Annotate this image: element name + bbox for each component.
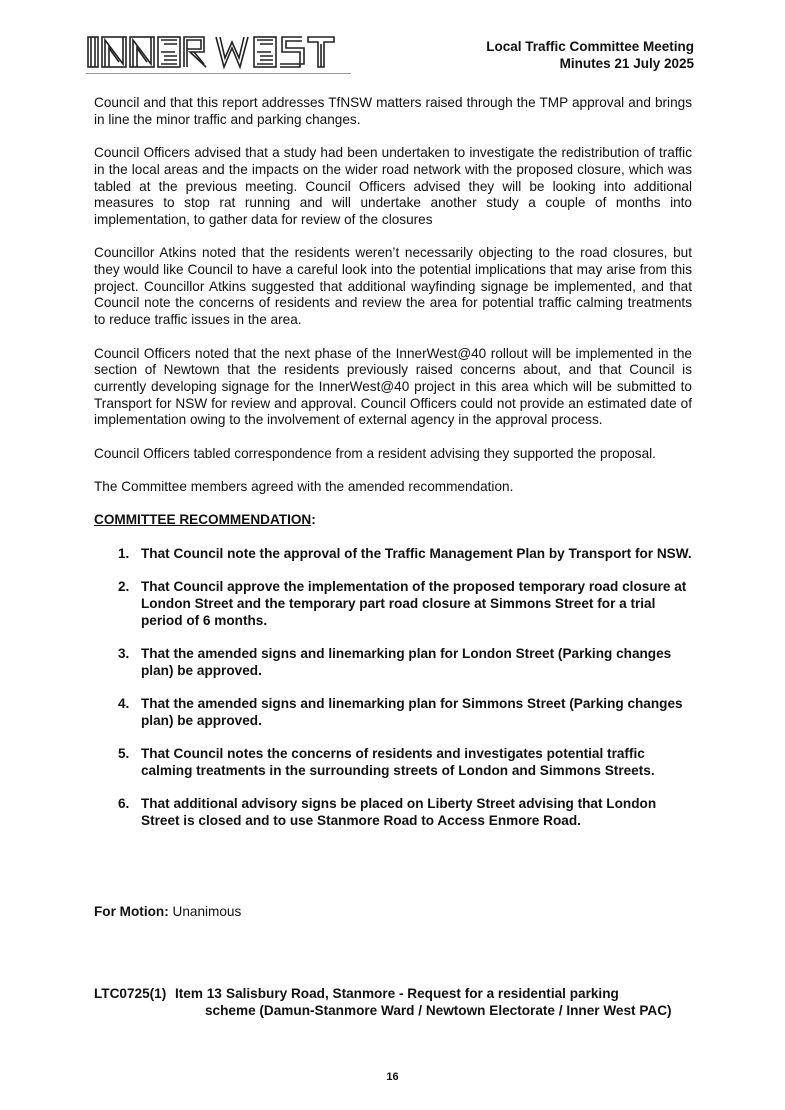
- item-number: 3.: [118, 646, 130, 662]
- item-number: 6.: [118, 796, 130, 812]
- paragraph: Council and that this report addresses TfNSW matters raised through the TMP approval and brings in line the minor traffic and parking changes.: [94, 95, 692, 127]
- paragraph: Council Officers tabled correspondence from a resident advising they supported the proposal.: [94, 445, 656, 461]
- item-text: That Council notes the concerns of residents and investigates potential traffic calming treatments in the surrounding streets of London and Simmons Streets.: [141, 746, 655, 778]
- item-number: 1.: [118, 545, 130, 561]
- recommendation-item: [94, 796, 692, 829]
- recommendation-item: [94, 646, 692, 679]
- item-title-line1: Salisbury Road, Stanmore - Request for a residential parking: [226, 986, 619, 1001]
- header-divider: [86, 73, 351, 74]
- motion-value: Unanimous: [172, 904, 242, 919]
- motion-result: [94, 904, 241, 919]
- recommendation-item: [94, 546, 692, 563]
- page-header: [86, 34, 694, 78]
- paragraph: Council Officers noted that the next phase of the InnerWest@40 rollout will be implemented in the section of Newtown that the residents previously raised concerns about, and that Council is currently developing signage for the InnerWest@40 project in this area which will be submitted to Transport for NSW for review and approval. Council Officers could not provide an estimated date of implementation owing to the involvement of external agency in the approval process.: [94, 345, 692, 428]
- item-number: 5.: [118, 746, 130, 762]
- recommendation-list: [94, 546, 692, 830]
- minutes-date: Minutes 21 July 2025: [559, 56, 694, 71]
- item-text: That Council note the approval of the Traffic Management Plan by Transport for NSW.: [141, 545, 692, 561]
- item-number: 4.: [118, 696, 130, 712]
- item-text: That the amended signs and linemarking plan for London Street (Parking changes plan) be approved.: [141, 646, 672, 678]
- motion-label: For Motion:: [94, 904, 169, 919]
- meeting-title: Local Traffic Committee Meeting: [486, 39, 694, 54]
- item-text: That Council approve the implementation of the proposed temporary road closure at London Street and the temporary part road closure at Simmons Street for a trial period of 6 months.: [141, 579, 687, 628]
- item-text: That additional advisory signs be placed on Liberty Street advising that London Street is closed and to use Stanmore Road to Access Enmore Road.: [141, 796, 657, 829]
- next-agenda-item: [94, 986, 692, 1019]
- recommendation-item: [94, 696, 692, 729]
- page-number: 16: [386, 1071, 399, 1083]
- recommendation-item: [94, 579, 692, 629]
- recommendation-item: [94, 746, 692, 779]
- document-body: [94, 95, 692, 846]
- paragraph: Council Officers advised that a study had been undertaken to investigate the redistribution of traffic in the local areas and the impacts on the wider road network with the proposed closure, which was tabled at the previous meeting. Council Officers advised they will be looking into additional measures to stop rat running and will undertake another study a couple of months into implementation, to gather data for review of the closures: [94, 145, 692, 227]
- header-meeting-info: [486, 38, 694, 72]
- inner-west-logo: [86, 34, 338, 70]
- item-number-label: Item 13: [175, 986, 222, 1001]
- item-text: That the amended signs and linemarking plan for Simmons Street (Parking changes plan) be approved.: [141, 696, 683, 728]
- item-title-continued: scheme (Damun-Stanmore Ward / Newtown Electorate / Inner West PAC): [205, 1002, 672, 1018]
- paragraph: The Committee members agreed with the amended recommendation.: [94, 479, 514, 495]
- item-number: 2.: [118, 579, 130, 595]
- recommendation-heading-colon: :: [311, 512, 316, 528]
- recommendation-heading-text: COMMITTEE RECOMMENDATION: [94, 512, 312, 528]
- recommendation-heading: [94, 512, 692, 529]
- paragraph: Councillor Atkins noted that the residents weren’t necessarily objecting to the road closures, but they would like Council to have a careful look into the potential implications that may arise from this project. Councillor Atkins suggested that additional wayfinding signage be implemented, and that Council note the concerns of residents and review the area for potential traffic calming treatments to reduce traffic issues in the area.: [94, 245, 692, 328]
- item-reference: LTC0725(1): [94, 986, 167, 1001]
